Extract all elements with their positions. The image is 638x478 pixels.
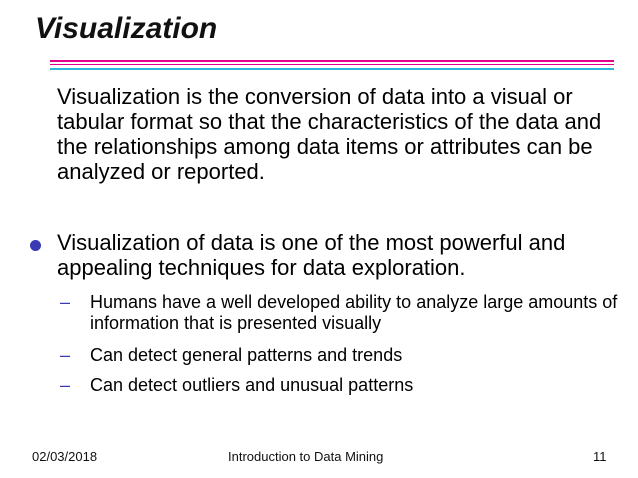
- sub-bullet-text: Can detect general patterns and trends: [90, 345, 403, 365]
- title-rule-magenta-thin: [50, 64, 614, 65]
- footer-course: Introduction to Data Mining: [228, 449, 384, 464]
- footer-page-number: 11: [593, 449, 607, 464]
- dash-icon: –: [60, 292, 71, 312]
- sub-bullet-text: Humans have a well developed ability to analyze large amounts of information that is presented visually: [90, 292, 618, 333]
- title-rule-cyan: [50, 68, 614, 70]
- title-rule-magenta: [50, 60, 614, 62]
- slide-title: Visualization: [35, 12, 218, 45]
- main-bullet-text: Visualization of data is one of the most powerful and appealing techniques for data exploration.: [57, 230, 566, 280]
- dash-icon: –: [60, 375, 71, 395]
- bullet-dot-icon: [30, 240, 41, 251]
- intro-paragraph: Visualization is the conversion of data into a visual or tabular format so that the characteristics of the data and the relationships among data items or attributes can be analyzed or reported.: [57, 84, 602, 184]
- dash-icon: –: [60, 345, 71, 365]
- sub-bullet-text: Can detect outliers and unusual patterns: [90, 375, 414, 395]
- footer-date: 02/03/2018: [32, 449, 98, 464]
